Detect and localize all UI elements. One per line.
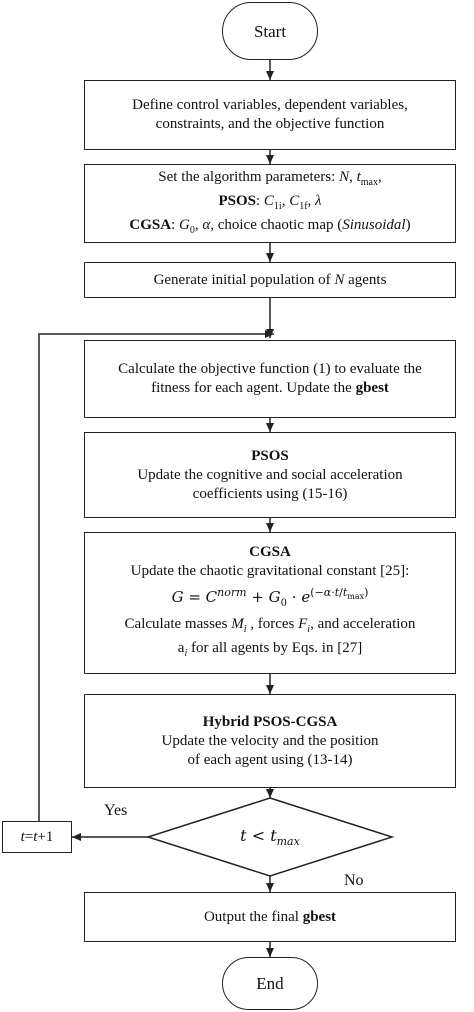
counter-box [2, 821, 72, 853]
step3-text: Generate initial population of N agents [153, 271, 387, 288]
step5-line1: Update the cognitive and social acceleration [137, 466, 403, 483]
step4-line1: Calculate the objective function (1) to evaluate the [118, 361, 422, 377]
step-evaluate-fitness [84, 340, 456, 418]
no-label: No [344, 872, 364, 889]
yes-label: Yes [104, 802, 128, 819]
step6-line4: $a_i$ for all agents by Eqs. in [27] [177, 640, 363, 659]
step6-formula: $G = C^{norm} + G_0 \cdot e^{(-\alpha\cdot t/t_{max})}$ [171, 586, 369, 609]
step-generate-population [84, 262, 456, 298]
start-terminal [222, 2, 318, 60]
step7-title: Hybrid PSOS-CGSA [202, 713, 338, 730]
counter-label: t=t+1 [20, 828, 54, 845]
output-text: Output the final gbest [203, 908, 337, 925]
step4-line2: fitness for each agent. Update the gbest [151, 380, 389, 396]
step1-line1: Define control variables, dependent variables, [132, 97, 408, 113]
step-cgsa-update [84, 532, 456, 674]
end-label: End [256, 974, 284, 993]
step2-line3: CGSA: $G_0$, α, choice chaotic map (Sinusoidal) [129, 216, 411, 236]
step7-line1: Update the velocity and the position [161, 732, 379, 749]
step-output-gbest [84, 892, 456, 942]
step2-line1: Set the algorithm parameters: N, $t_{max}$, [158, 168, 382, 188]
step1-line2: constraints, and the objective function [155, 116, 385, 132]
step-define-variables [84, 80, 456, 150]
step6-title: CGSA [249, 544, 291, 560]
step-psos-update [84, 432, 456, 518]
step2-line2: PSOS: $C_{1i}$, $C_{1f}$, λ [218, 192, 322, 212]
step6-line3: Calculate masses $M_i$ , forces $F_i$, and acceleration [124, 616, 416, 635]
decision-condition: $t < t_{max}$ [240, 826, 300, 849]
end-terminal [222, 957, 318, 1010]
step5-line2: coefficients using (15-16) [192, 485, 348, 502]
step-set-parameters [84, 164, 456, 243]
step-hybrid-update [84, 694, 456, 788]
step7-line2: of each agent using (13-14) [187, 751, 353, 768]
step6-line1: Update the chaotic gravitational constant [25]: [130, 563, 410, 579]
start-label: Start [253, 21, 287, 41]
step5-title: PSOS [251, 447, 289, 464]
